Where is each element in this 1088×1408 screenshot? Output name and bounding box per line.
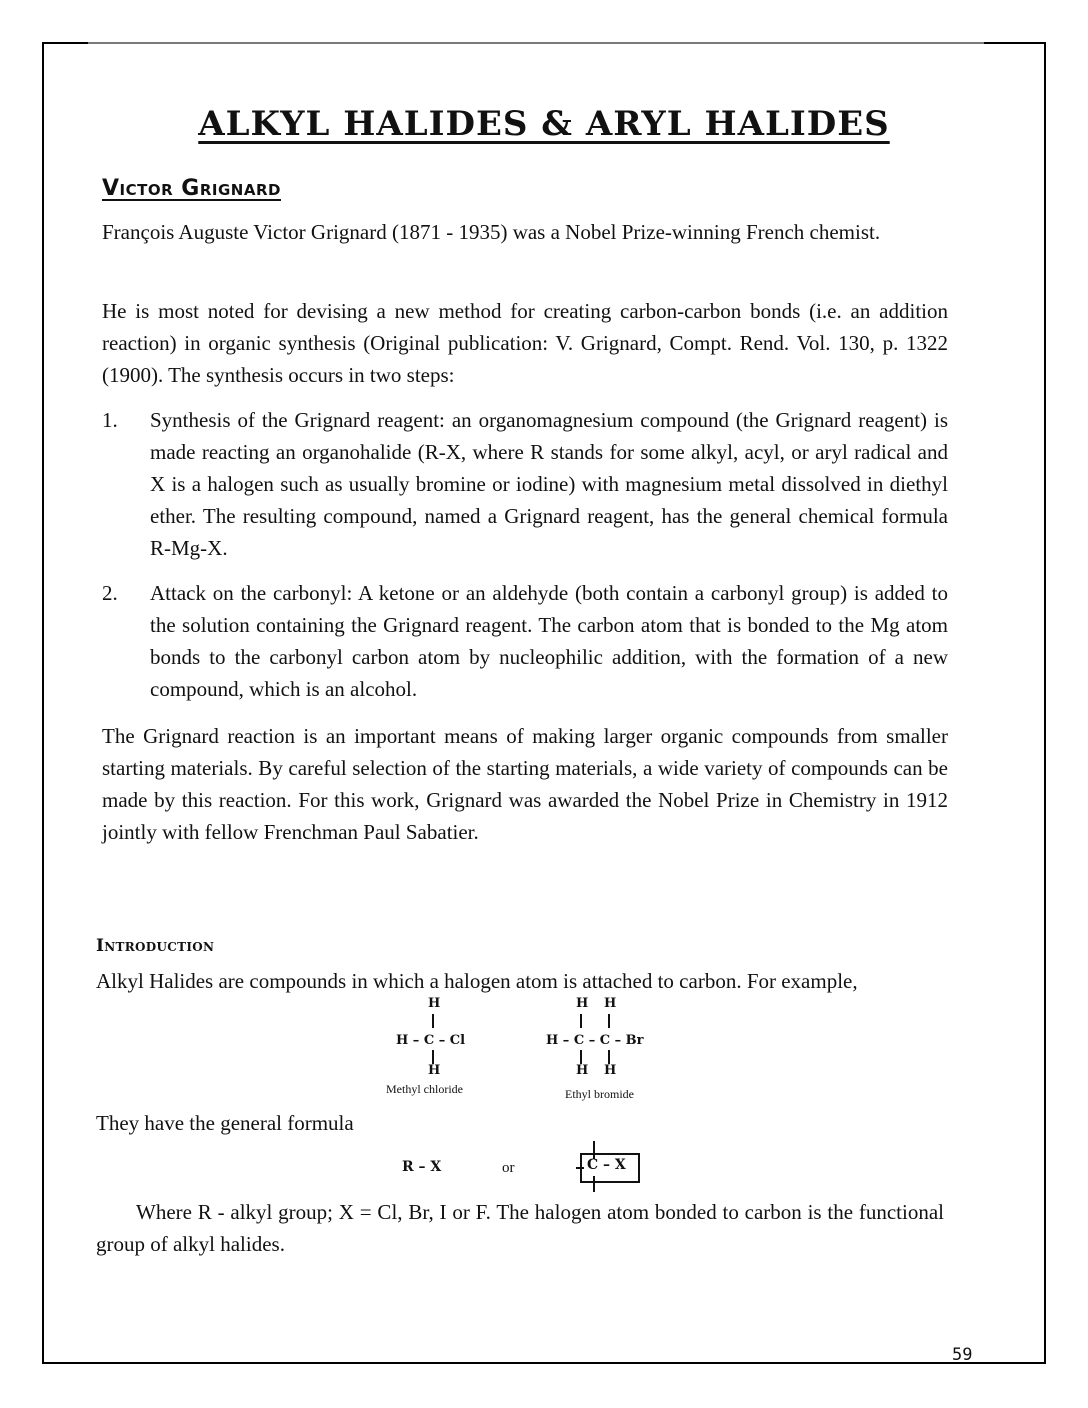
paragraph-grignard-bio: François Auguste Victor Grignard (1871 - 1935) was a Nobel Prize-winning French chemist. — [102, 220, 881, 244]
list-item-step-2 — [102, 577, 948, 705]
page-title — [0, 104, 1088, 144]
formula-or: or — [502, 1160, 515, 1176]
bond-vertical — [608, 1014, 610, 1028]
page-frame-left — [42, 42, 44, 1364]
page-frame-top-left — [42, 42, 88, 44]
atom-h-top: H — [604, 996, 617, 1011]
atom-h-top: H — [428, 996, 441, 1011]
bond-vertical — [580, 1050, 582, 1064]
list-number: 1. — [102, 408, 118, 432]
atom-h-bottom: H — [428, 1063, 441, 1078]
structure-label: Ethyl bromide — [565, 1087, 634, 1101]
page-frame-right — [1044, 42, 1046, 1364]
paragraph-intro-definition: Alkyl Halides are compounds in which a halogen atom is attached to carbon. For example, — [96, 969, 858, 993]
page-frame-top-right — [984, 42, 1046, 44]
formula-r-x: R – X — [402, 1159, 442, 1175]
bond-vertical — [580, 1014, 582, 1028]
bond-vertical — [593, 1176, 595, 1192]
structure-row: H – C – C – Br — [546, 1033, 644, 1048]
bond-vertical — [432, 1050, 434, 1064]
section-heading-introduction: Introduction — [96, 936, 215, 956]
page-number: 59 — [952, 1345, 973, 1365]
list-text: Synthesis of the Grignard reagent: an organomagnesium compound (the Grignard reagent) is made reacting an organohalide (R-X, where R stands for some alkyl, acyl, or aryl radical and X is a halogen such as usually bromine or iodine) with magnesium metal dissolved in diethyl ether. The resulting compound, named a Grignard reagent, has the general chemical formula R-Mg-X. — [150, 408, 948, 560]
bond-vertical — [608, 1050, 610, 1064]
bond-vertical — [432, 1014, 434, 1028]
page-frame-top — [88, 42, 984, 44]
formula-c-x: C – X — [587, 1157, 626, 1173]
atom-h-top: H — [576, 996, 589, 1011]
list-item-step-1 — [102, 404, 948, 564]
structure-label: Methyl chloride — [386, 1082, 463, 1096]
atom-h-bottom: H — [604, 1063, 617, 1078]
page-frame-bottom — [42, 1362, 1046, 1364]
atom-h-bottom: H — [576, 1063, 589, 1078]
paragraph-functional-group: Where R - alkyl group; X = Cl, Br, I or F. The halogen atom bonded to carbon is the functional group of alkyl halides. — [96, 1200, 944, 1256]
list-text: Attack on the carbonyl: A ketone or an aldehyde (both contain a carbonyl group) is added to the solution containing the Grignard reagent. The carbon atom that is bonded to the Mg atom bonds to the carbonyl carbon atom by nucleophilic addition, with the formation of a new compound, which is an alcohol. — [150, 581, 948, 701]
bond-horizontal — [576, 1167, 584, 1169]
list-number: 2. — [102, 581, 118, 605]
paragraph-grignard-importance: The Grignard reaction is an important means of making larger organic compounds from smaller starting materials. By careful selection of the starting materials, a wide variety of compounds can be made by this reaction. For this work, Grignard was awarded the Nobel Prize in Chemistry in 1912 jointly with fellow Frenchman Paul Sabatier. — [102, 724, 948, 844]
section-heading-victor-grignard: Victor Grignard — [102, 176, 281, 201]
page-title-text: ALKYL HALIDES & ARYL HALIDES — [198, 104, 890, 144]
structure-row: H – C – Cl — [396, 1033, 466, 1048]
paragraph-grignard-method: He is most noted for devising a new method for creating carbon-carbon bonds (i.e. an addition reaction) in organic synthesis (Original publication: V. Grignard, Compt. Rend. Vol. 130, p. 1322 (1900). The synthesis occurs in two steps: — [102, 299, 948, 387]
paragraph-general-formula: They have the general formula — [96, 1111, 354, 1135]
